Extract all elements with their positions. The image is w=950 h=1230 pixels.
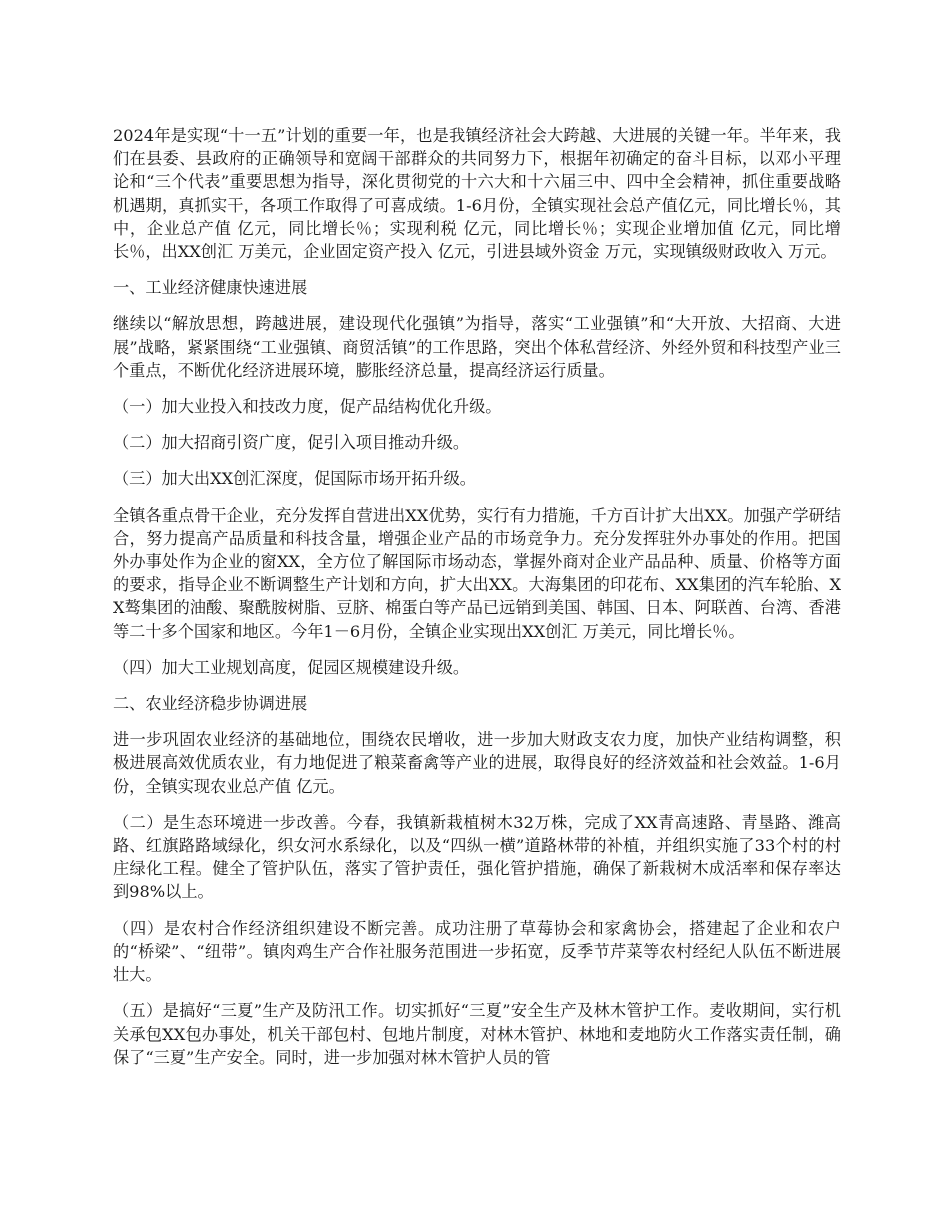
- export-paragraph: 全镇各重点骨干企业，充分发挥自营进出XX优势，实行有力措施，千方百计扩大出XX。加强产学研结合，努力提高产品质量和科技含量，增强企业产品的市场竞争力。充分发挥驻外办事处的作用。把国外办事处作为企业的窗XX，全方位了解国际市场动态，掌握外商对企业产品品种、质量、价格等方面的要求，指导企业不断调整生产计划和方向，扩大出XX。大海集团的印花布、XX集团的汽车轮胎、XX骜集团的油酸、聚酰胺树脂、豆脐、棉蛋白等产品已远销到美国、韩国、日本、阿联酋、台湾、香港等二十多个国家和地区。今年1－6月份，全镇企业实现出XX创汇 万美元，同比增长％。: [113, 505, 841, 641]
- summer-harvest-paragraph: （五）是搞好“三夏”生产及防汛工作。切实抓好“三夏”安全生产及林木管护工作。麦收期间，实行机关承包XX包办事处，机关干部包村、包地片制度，对林木管护、林地和麦地防火工作落实责任制，确保了“三夏”生产安全。同时，进一步加强对林木管护人员的管: [113, 1001, 841, 1067]
- cooperative-paragraph: （四）是农村合作经济组织建设不断完善。成功注册了草莓协会和家禽协会，搭建起了企业和农户的“桥梁”、“纽带”。镇肉鸡生产合作社服务范围进一步拓宽，反季节芹菜等农村经纪人队伍不断进展壮大。: [113, 918, 841, 985]
- subheading-industrial-planning: （四）加大工业规划高度，促园区规模建设升级。: [113, 657, 470, 677]
- industry-paragraph: 继续以“解放思想，跨越进展，建设现代化强镇”为指导，落实“工业强镇”和“大开放、大招商、大进展”战略，紧紧围绕“工业强镇、商贸活镇”的工作思路，突出个体私营经济、外经外贸和科技型产业三个重点，不断优化经济进展环境，膨胀经济总量，提高经济运行质量。: [113, 314, 841, 380]
- agriculture-paragraph: 进一步巩固农业经济的基础地位，围绕农民增收，进一步加大财政支农力度，加快产业结构调整，积极进展高效优质农业，有力地促进了粮菜畜禽等产业的进展，取得良好的经济效益和社会效益。1-6月份，全镇实现农业总产值 亿元。: [113, 730, 841, 796]
- section-heading-industry: 一、工业经济健康快速进展: [113, 278, 308, 298]
- subheading-export: （三）加大出XX创汇深度，促国际市场开拓升级。: [113, 469, 476, 489]
- subheading-attract-investment: （二）加大招商引资广度，促引入项目推动升级。: [113, 433, 470, 453]
- subheading-investment: （一）加大业投入和技改力度，促产品结构优化升级。: [113, 397, 502, 417]
- ecology-paragraph: （二）是生态环境进一步改善。今春，我镇新栽植树木32万株，完成了XX青高速路、青垦路、潍高路、红旗路路域绿化，织女河水系绿化，以及“四纵一横”道路林带的补植，并组织实施了33个村的村庄绿化工程。健全了管护队伍，落实了管护责任，强化管护措施，确保了新栽树木成活率和保存率达到98%以上。: [113, 812, 841, 902]
- document-page: [113, 124, 841, 1082]
- section-heading-agriculture: 二、农业经济稳步协调进展: [113, 694, 308, 714]
- intro-paragraph: 2024年是实现“十一五”计划的重要一年，也是我镇经济社会大跨越、大进展的关键一年。半年来，我们在县委、县政府的正确领导和宽阔干部群众的共同努力下，根据年初确定的奋斗目标，以邓小平理论和“三个代表”重要思想为指导，深化贯彻党的十六大和十六届三中、四中全会精神，抓住重要战略机遇期，真抓实干，各项工作取得了可喜成绩。1-6月份，全镇实现社会总产值亿元，同比增长％，其中，企业总产值 亿元，同比增长％；实现利税 亿元，同比增长％；实现企业增加值 亿元，同比增长％，出XX创汇 万美元，企业固定资产投入 亿元，引进县域外资金 万元，实现镇级财政收入 万元。: [113, 126, 841, 262]
